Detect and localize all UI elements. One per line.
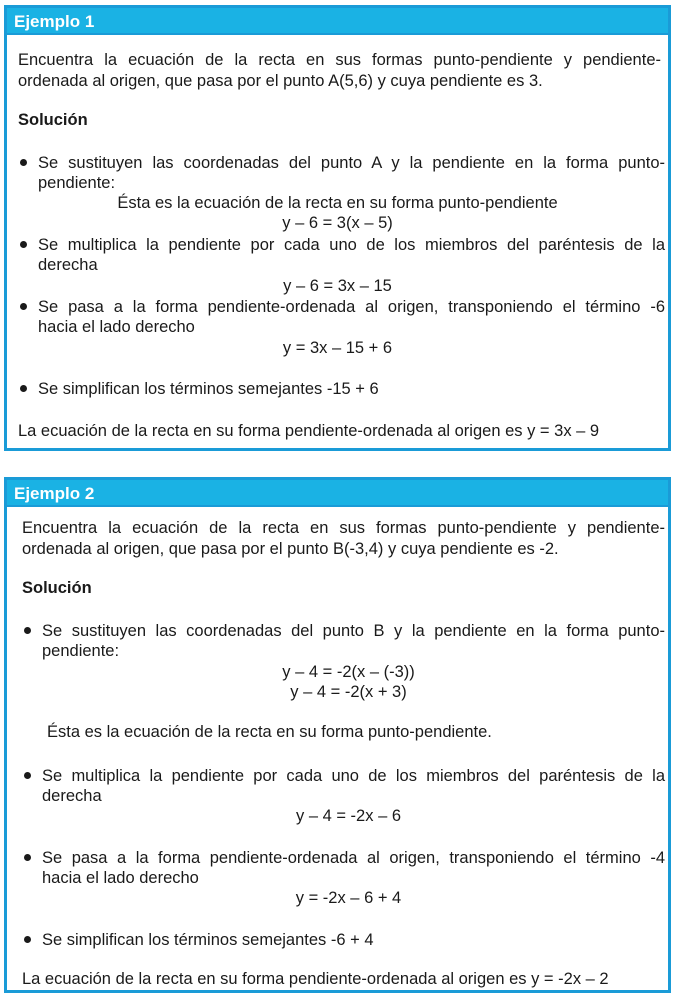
step-1-line-1: Se sustituyen las coordenadas del punto B y la pendiente en la forma punto- (42, 622, 665, 640)
step-3-line-2: hacia el lado derecho (42, 869, 199, 887)
bullet-icon (20, 159, 27, 166)
step-2-equation: y – 6 = 3x – 15 (283, 277, 392, 295)
step-1-line-1: Se sustituyen las coordenadas del punto A y la pendiente en la forma punto- (38, 154, 665, 172)
problem-text-line-1: Encuentra la ecuación de la recta en sus formas punto-pendiente y pendiente- (18, 51, 661, 69)
example-1-box (4, 5, 671, 451)
bullet-icon (24, 936, 31, 943)
example-1-title: Ejemplo 1 (7, 8, 668, 35)
step-2-line-2: derecha (42, 787, 102, 805)
bullet-icon (24, 627, 31, 634)
bullet-icon (20, 303, 27, 310)
example-2-title: Ejemplo 2 (7, 480, 668, 507)
step-3-line-2: hacia el lado derecho (38, 318, 195, 336)
conclusion-text: La ecuación de la recta en su forma pendiente-ordenada al origen es y = 3x – 9 (18, 422, 600, 440)
step-3-line-1: Se pasa a la forma pendiente-ordenada al origen, transponiendo el término -6 (38, 298, 665, 316)
step-2-line-2: derecha (38, 256, 98, 274)
bullet-icon (20, 241, 27, 248)
step-2-equation: y – 4 = -2x – 6 (295, 807, 402, 825)
step-1-note: Ésta es la ecuación de la recta en su forma punto-pendiente. (47, 723, 492, 741)
step-1-note: Ésta es la ecuación de la recta en su forma punto-pendiente (117, 194, 558, 212)
bullet-icon (24, 772, 31, 779)
step-4-line-1: Se simplifican los términos semejantes -6 + 4 (42, 931, 374, 949)
solution-heading: Solución (18, 111, 88, 129)
problem-text-line-1: Encuentra la ecuación de la recta en sus formas punto-pendiente y pendiente- (22, 519, 665, 537)
step-1-line-2: pendiente: (38, 174, 116, 192)
step-3-line-1: Se pasa a la forma pendiente-ordenada al origen, transponiendo el término -4 (42, 849, 665, 867)
bullet-icon (20, 385, 27, 392)
step-1-equation-2: y – 4 = -2(x + 3) (290, 683, 407, 701)
step-4-line-1: Se simplifican los términos semejantes -15 + 6 (38, 380, 379, 398)
bullet-icon (24, 854, 31, 861)
step-3-equation: y = 3x – 15 + 6 (282, 339, 393, 357)
problem-text-line-2: ordenada al origen, que pasa por el punto B(-3,4) y cuya pendiente es -2. (22, 540, 559, 558)
problem-text-line-2: ordenada al origen, que pasa por el punto A(5,6) y cuya pendiente es 3. (18, 72, 543, 90)
conclusion-text: La ecuación de la recta en su forma pendiente-ordenada al origen es y = -2x – 2 (22, 970, 609, 988)
example-2-box (4, 477, 671, 993)
step-1-equation-1: y – 4 = -2(x – (-3)) (282, 663, 415, 681)
step-3-equation: y = -2x – 6 + 4 (295, 889, 402, 907)
step-2-line-1: Se multiplica la pendiente por cada uno de los miembros del paréntesis de la (42, 767, 665, 785)
step-1-line-2: pendiente: (42, 642, 120, 660)
solution-heading: Solución (22, 579, 92, 597)
step-1-equation: y – 6 = 3(x – 5) (282, 214, 393, 232)
step-2-line-1: Se multiplica la pendiente por cada uno de los miembros del paréntesis de la (38, 236, 665, 254)
